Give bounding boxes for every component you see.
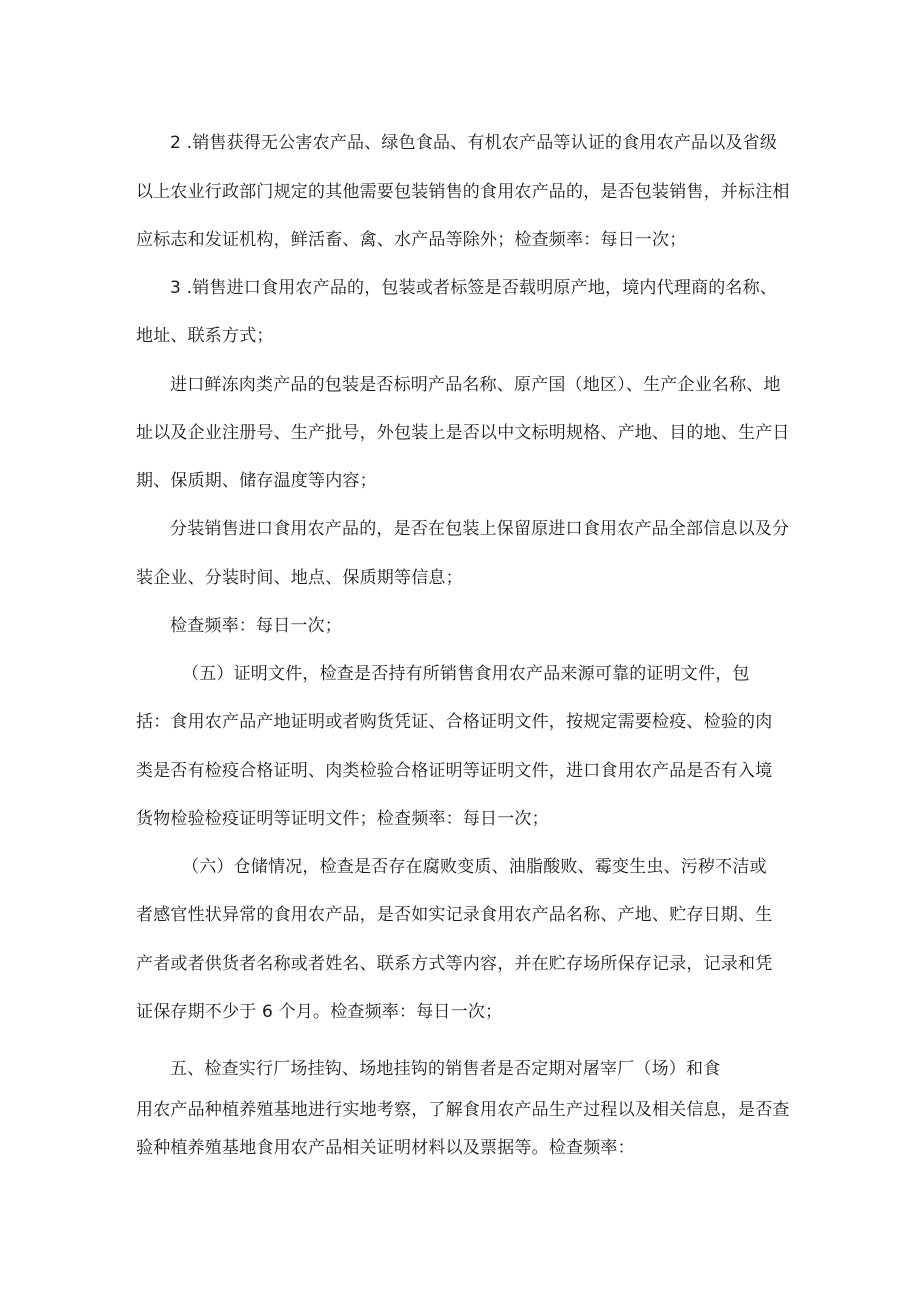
text-line: 验种植养殖基地食用农产品相关证明材料以及票据等。检查频率：: [136, 1138, 635, 1158]
text-line: 类是否有检疫合格证明、肉类检验合格证明等证明文件，进口食用农产品是否有入境: [136, 761, 773, 781]
text-line: 分装销售进口食用农产品的，是否在包装上保留原进口食用农产品全部信息以及分: [170, 519, 790, 539]
text-line: （五）证明文件，检查是否持有所销售食用农产品来源可靠的证明文件，包: [182, 664, 750, 684]
text-line: 3 .销售进口食用农产品的，包装或者标签是否载明原产地，境内代理商的名称、: [170, 278, 778, 298]
text-line: 期、保质期、储存温度等内容；: [136, 471, 377, 491]
text-line: 五、检查实行厂场挂钩、场地挂钩的销售者是否定期对屠宰厂（场）和食: [170, 1059, 721, 1079]
text-line: 货物检验检疫证明等证明文件；检查频率：每日一次；: [136, 809, 549, 829]
text-line: 装企业、分装时间、地点、保质期等信息；: [136, 568, 463, 588]
text-line: 者感官性状异常的食用农产品，是否如实记录食用农产品名称、产地、贮存日期、生: [136, 905, 773, 925]
text-line: 2 .销售获得无公害农产品、绿色食品、有机农产品等认证的食用农产品以及省级: [170, 133, 778, 153]
text-line: 地址、联系方式；: [136, 326, 274, 346]
text-line: 括：食用农产品产地证明或者购货凭证、合格证明文件，按规定需要检疫、检验的肉: [136, 712, 773, 732]
text-line: 应标志和发证机构，鲜活畜、禽、水产品等除外；检查频率：每日一次；: [136, 230, 687, 250]
text-line: 检查频率：每日一次；: [170, 616, 342, 636]
text-line: 进口鲜冻肉类产品的包装是否标明产品名称、原产国（地区）、生产企业名称、地: [170, 375, 781, 395]
text-line: 以上农业行政部门规定的其他需要包装销售的食用农产品的，是否包装销售，并标注相: [136, 182, 790, 202]
text-line: （六）仓储情况，检查是否存在腐败变质、油脂酸败、霉变生虫、污秽不洁或: [182, 857, 767, 877]
text-line: 址以及企业注册号、生产批号，外包装上是否以中文标明规格、产地、目的地、生产日: [136, 423, 790, 443]
text-line: 产者或者供货者名称或者姓名、联系方式等内容，并在贮存场所保存记录，记录和凭: [136, 954, 773, 974]
text-line: 用农产品种植养殖基地进行实地考察，了解食用农产品生产过程以及相关信息，是否查: [136, 1100, 790, 1120]
text-line: 证保存期不少于 6 个月。检查频率：每日一次；: [136, 1002, 503, 1022]
